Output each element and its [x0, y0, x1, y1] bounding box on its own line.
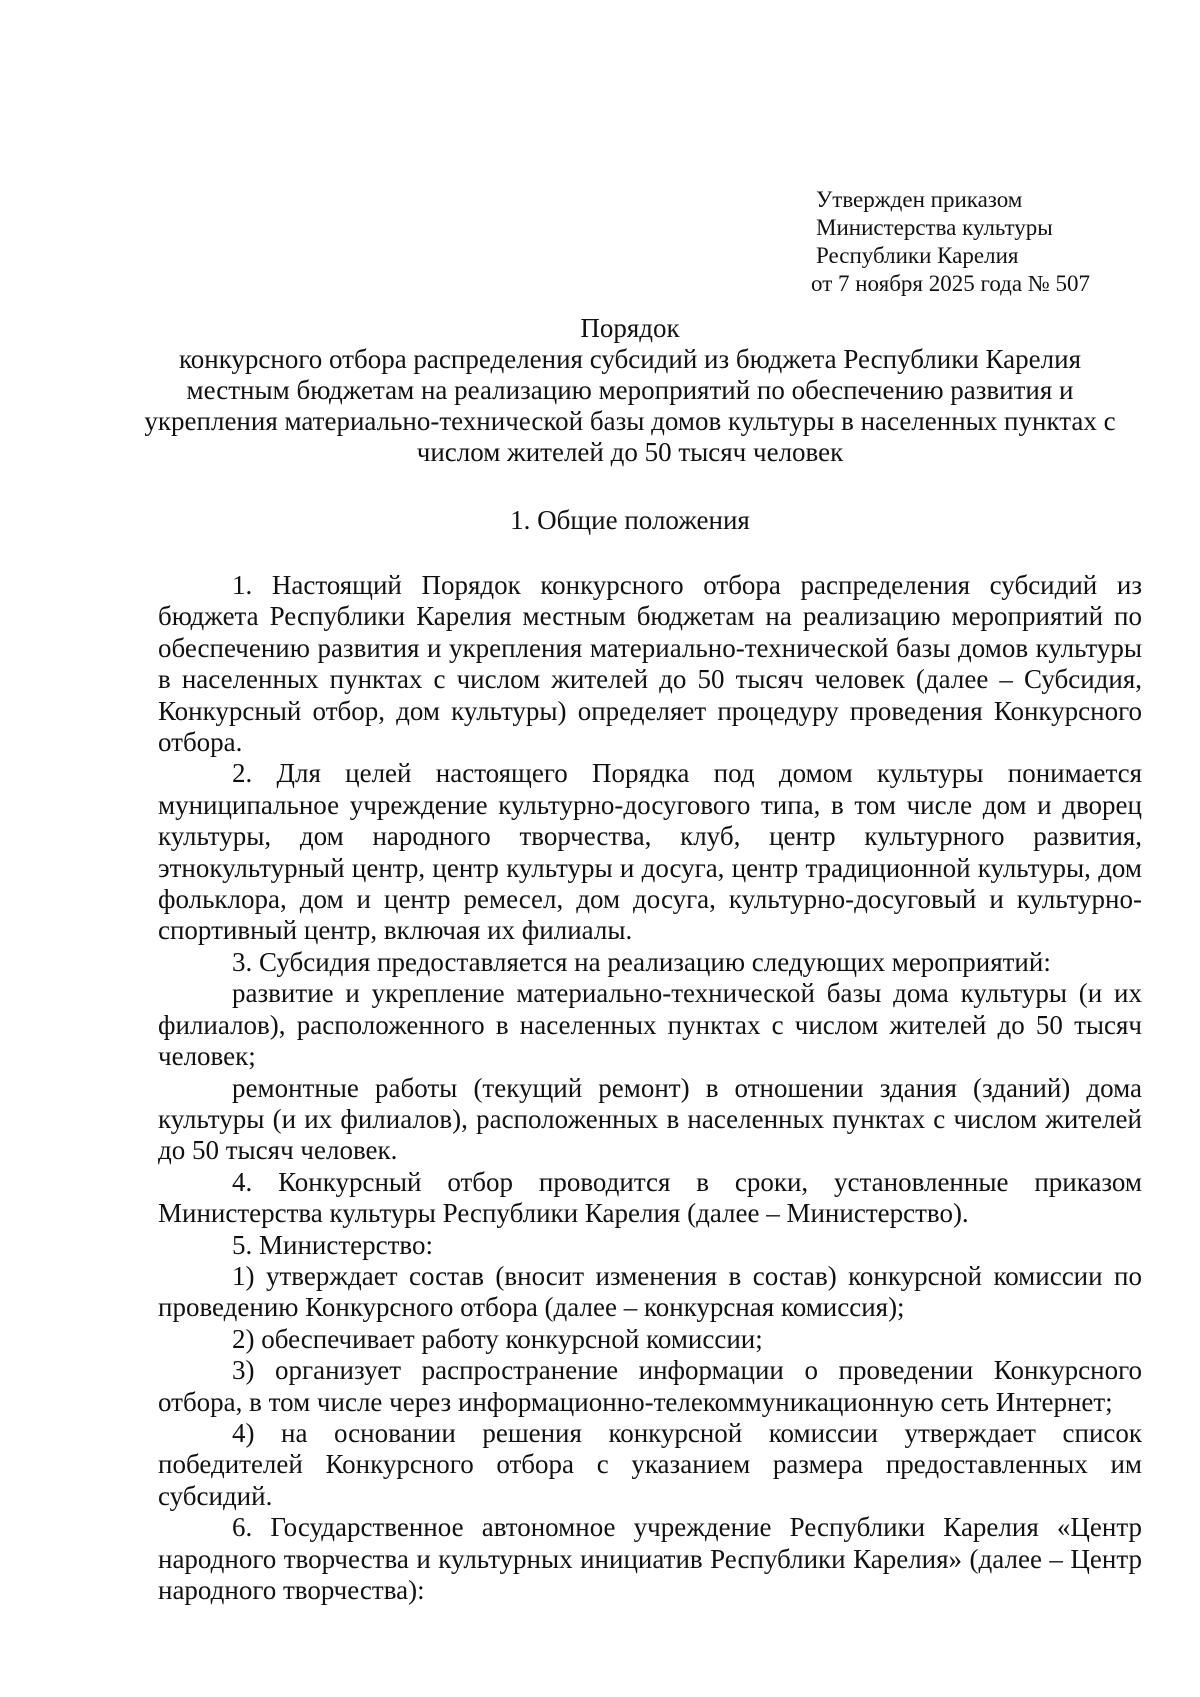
paragraph-3: 3. Субсидия предоставляется на реализацию следующих мероприятий: — [232, 946, 1051, 977]
paragraph-1: 1. Настоящий Порядок конкурсного отбора распределения субсидий из бюджета Республики Карелия местным бюджетам на реализацию мероприятий по обеспечению развития и укрепления материально-технической базы домов культуры в населенных пунктах с числом жителей до 50 тысяч человек (далее – Субсидия, Конкурсный отбор, дом культуры) определяет процедуру проведения Конкурсного отбора. — [158, 570, 1142, 758]
paragraph-3-item-1: развитие и укрепление материально-технической базы дома культуры (и их филиалов), расположенного в населенных пунктах с числом жителей до 50 тысяч человек; — [158, 978, 1142, 1072]
title-heading: Порядок — [580, 313, 680, 343]
paragraph-6: 6. Государственное автономное учреждение Республики Карелия «Центр народного творчества и культурных инициатив Республики Карелия» (далее – Центр народного творчества): — [158, 1512, 1142, 1605]
paragraph-2: 2. Для целей настоящего Порядка под домом культуры понимается муниципальное учреждение культурно-досугового типа, в том числе дом и дворец культуры, дом народного творчества, клуб, центр культурного развития, этнокультурный центр, центр культуры и досуга, центр традиционной культуры, дом фольклора, дом и центр ремесел, дом досуга, культурно-досуговый и культурно-спортивный центр, включая их филиалы. — [158, 758, 1142, 946]
paragraph-4: 4. Конкурсный отбор проводится в сроки, установленные приказом Министерства культуры Республики Карелия (далее – Министерство). — [158, 1166, 1142, 1229]
paragraph-5-item-2: 2) обеспечивает работу конкурсной комиссии; — [232, 1323, 763, 1354]
paragraph-5: 5. Министерство: — [232, 1229, 433, 1260]
paragraph-3-item-2: ремонтные работы (текущий ремонт) в отношении здания (зданий) дома культуры (и их филиалов), расположенных в населенных пунктах с числом жителей до 50 тысяч человек. — [158, 1072, 1142, 1166]
paragraph-5-item-3: 3) организует распространение информации о проведении Конкурсного отбора, в том числе через информационно-телекоммуникационную сеть Интернет; — [158, 1355, 1142, 1417]
section-heading: 1. Общие положения — [510, 505, 750, 535]
title-line-2: местным бюджетам на реализацию мероприятий по обеспечению развития и — [186, 375, 1074, 405]
title-line-1: конкурсного отбора распределения субсидий из бюджета Республики Карелия — [179, 344, 1081, 374]
document-title — [120, 313, 1140, 468]
paragraph-5-item-4: 4) на основании решения конкурсной комиссии утверждает список победителей Конкурсного отбора с указанием размера предоставленных им субсидий. — [158, 1417, 1142, 1511]
approval-line-3: Республики Карелия — [816, 243, 1019, 268]
document-body — [158, 570, 1142, 1606]
approval-line-2: Министерства культуры — [816, 215, 1053, 240]
approval-stamp-block — [811, 186, 1091, 298]
title-line-4: числом жителей до 50 тысяч человек — [416, 437, 844, 467]
approval-line-1: Утвержден приказом — [816, 187, 1023, 212]
approval-line-4: от 7 ноября 2025 года № 507 — [811, 271, 1091, 296]
title-line-3: укрепления материально-технической базы домов культуры в населенных пунктах с — [144, 406, 1116, 436]
paragraph-5-item-1: 1) утверждает состав (вносит изменения в состав) конкурсной комиссии по проведению Конкурсного отбора (далее – конкурсная комиссия); — [158, 1260, 1142, 1323]
